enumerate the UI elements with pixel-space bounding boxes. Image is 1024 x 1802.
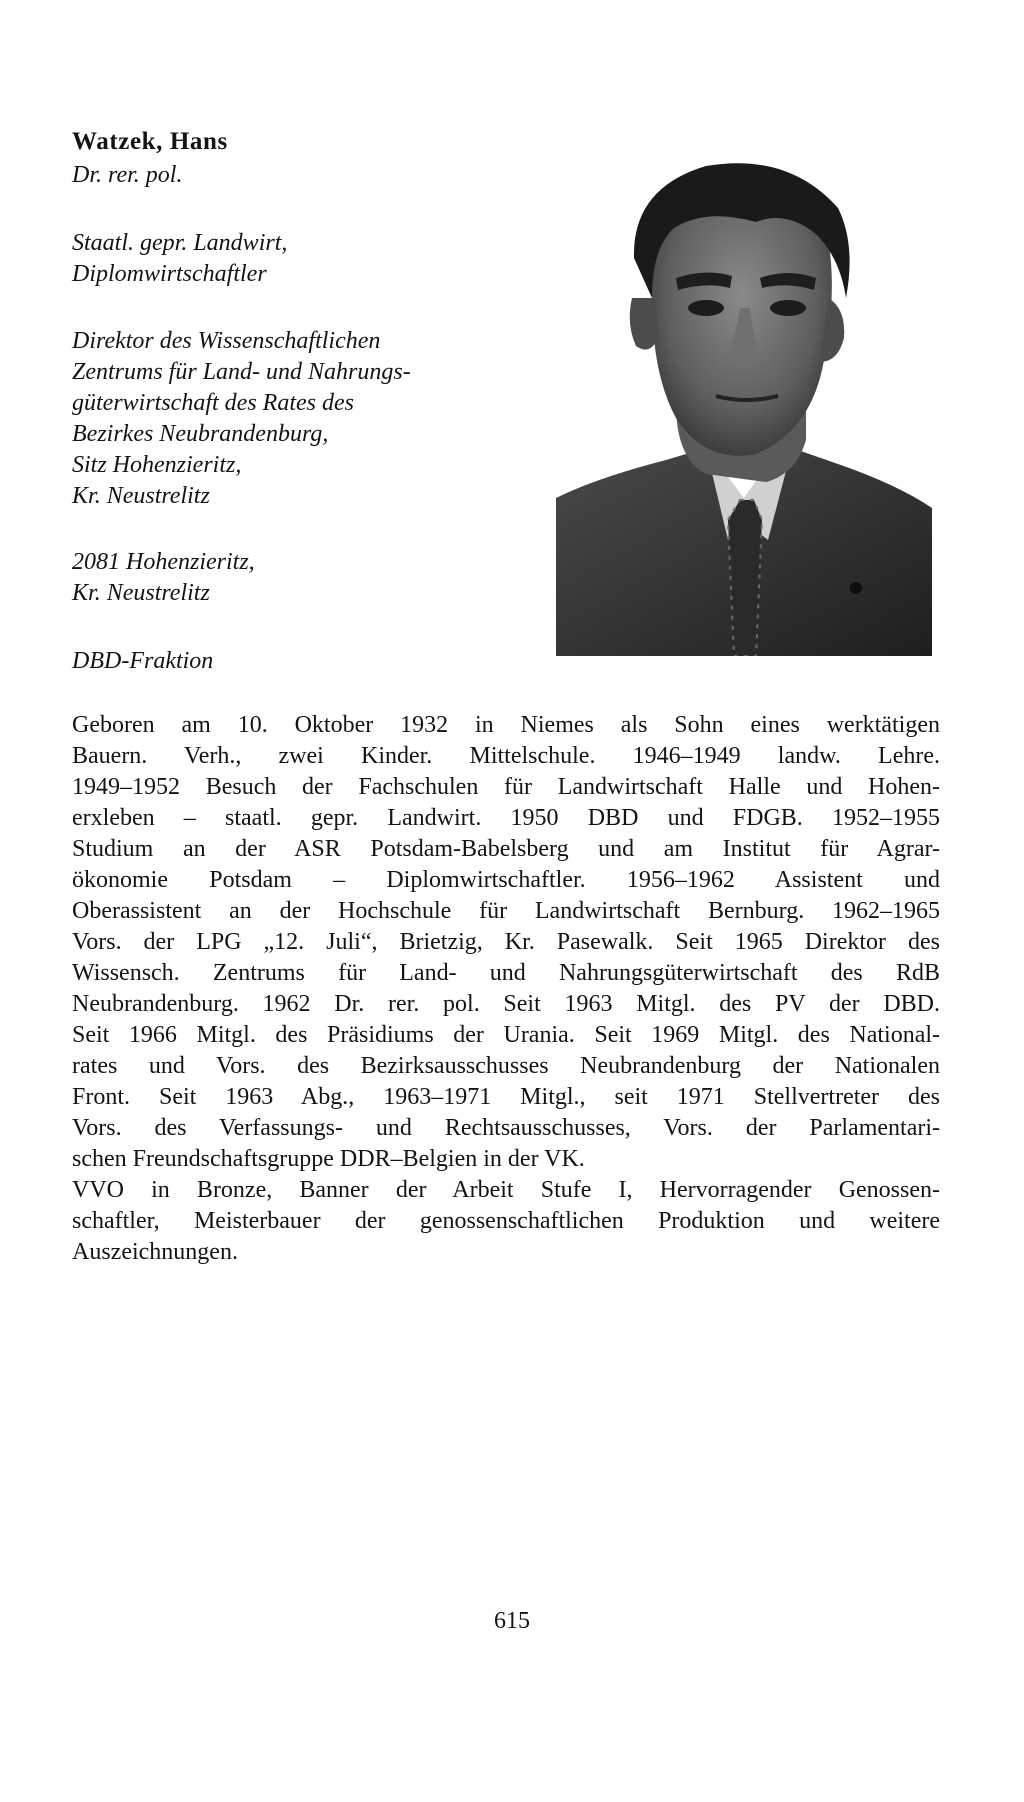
biography-line: Studium an der ASR Potsdam-Babelsberg und am Institut für Agrar- <box>72 836 940 862</box>
biography-line: ökonomie Potsdam – Diplomwirtschaftler. 1956–1962 Assistent und <box>72 867 940 893</box>
portrait-photo-drawing <box>556 148 932 656</box>
position-line: Kr. Neustrelitz <box>72 483 210 509</box>
position-line: Direktor des Wissenschaftlichen <box>72 328 381 354</box>
biography-line: Vors. der LPG „12. Juli“, Brietzig, Kr. Pasewalk. Seit 1965 Direktor des <box>72 929 940 955</box>
biography-line: Neubrandenburg. 1962 Dr. rer. pol. Seit 1963 Mitgl. des PV der DBD. <box>72 991 940 1017</box>
academic-title: Dr. rer. pol. <box>72 162 183 188</box>
page-number: 615 <box>494 1608 530 1634</box>
biography-line: Seit 1966 Mitgl. des Präsidiums der Urania. Seit 1969 Mitgl. des National- <box>72 1022 940 1048</box>
fraction: DBD-Fraktion <box>72 648 214 674</box>
biography-line: Bauern. Verh., zwei Kinder. Mittelschule. 1946–1949 landw. Lehre. <box>72 743 940 769</box>
position <box>72 326 411 512</box>
position-line: Bezirkes Neubrandenburg, <box>72 421 329 447</box>
biography-line: erxleben – staatl. gepr. Landwirt. 1950 DBD und FDGB. 1952–1955 <box>72 805 940 831</box>
position-line: güterwirtschaft des Rates des <box>72 390 354 416</box>
address-line: Kr. Neustrelitz <box>72 580 210 606</box>
portrait-photo <box>556 148 932 656</box>
position-line: Zentrums für Land- und Nahrungs- <box>72 359 411 385</box>
position-line: Sitz Hohenzieritz, <box>72 452 242 478</box>
biography <box>72 710 940 1268</box>
biography-line: schaftler, Meisterbauer der genossenschaftlichen Produktion und weitere <box>72 1208 940 1234</box>
profession-line: Staatl. gepr. Landwirt, <box>72 230 288 256</box>
address-line: 2081 Hohenzieritz, <box>72 549 255 575</box>
biography-line: Wissensch. Zentrums für Land- und Nahrungsgüterwirtschaft des RdB <box>72 960 940 986</box>
person-name: Watzek, Hans <box>72 128 228 155</box>
biography-line: Oberassistent an der Hochschule für Landwirtschaft Bernburg. 1962–1965 <box>72 898 940 924</box>
profession <box>72 228 287 290</box>
biography-line: rates und Vors. des Bezirksausschusses Neubrandenburg der Nationalen <box>72 1053 940 1079</box>
biography-line: Front. Seit 1963 Abg., 1963–1971 Mitgl., seit 1971 Stellvertreter des <box>72 1084 940 1110</box>
biography-line: Auszeichnungen. <box>72 1239 238 1265</box>
biography-line: Geboren am 10. Oktober 1932 in Niemes als Sohn eines werktätigen <box>72 712 940 738</box>
biography-line: 1949–1952 Besuch der Fachschulen für Landwirtschaft Halle und Hohen- <box>72 774 940 800</box>
address <box>72 547 255 609</box>
biography-line: VVO in Bronze, Banner der Arbeit Stufe I, Hervorragender Genossen- <box>72 1177 940 1203</box>
profession-line: Diplomwirtschaftler <box>72 261 267 287</box>
biography-line: Vors. des Verfassungs- und Rechtsausschusses, Vors. der Parlamentari- <box>72 1115 940 1141</box>
biography-line: schen Freundschaftsgruppe DDR–Belgien in der VK. <box>72 1146 585 1172</box>
